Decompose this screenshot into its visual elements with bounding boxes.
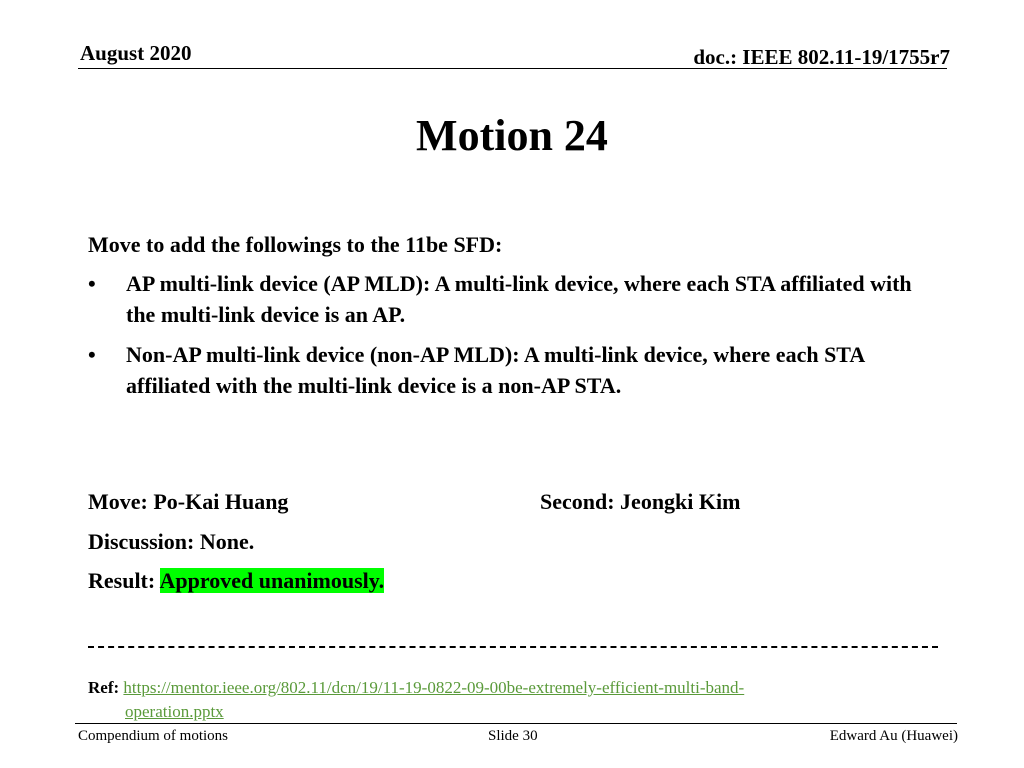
header-doc-id: doc.: IEEE 802.11-19/1755r7: [693, 45, 950, 69]
motion-intro: Move to add the followings to the 11be SFD:: [88, 232, 503, 257]
result: [88, 565, 928, 596]
definition-list: [88, 268, 918, 410]
discussion: Discussion: None.: [88, 529, 255, 554]
list-item: [88, 268, 918, 330]
ref-link-line1: https://mentor.ieee.org/802.11/dcn/19/11-19-0822-09-00be-extremely-efficient-multi-band-: [123, 678, 745, 697]
header-date: August 2020: [80, 41, 192, 65]
ref-label: Ref:: [88, 678, 120, 697]
bullet-glyph: •: [88, 271, 96, 296]
reference: [88, 676, 888, 724]
dashed-separator: [88, 646, 938, 650]
slide-title: Motion 24: [416, 111, 608, 160]
footer-rule: [75, 723, 957, 724]
mover: Move: Po-Kai Huang: [88, 489, 289, 514]
ref-link-line2: operation.pptx: [125, 702, 224, 721]
result-value: Approved unanimously.: [159, 568, 385, 593]
seconder: Second: Jeongki Kim: [540, 489, 741, 514]
result-label: Result:: [88, 568, 160, 593]
bullet-text: Non-AP multi-link device (non-AP MLD): A multi-link device, where each STA affiliated with the multi-link device is a non-AP STA.: [126, 342, 865, 398]
bullet-text: AP multi-link device (AP MLD): A multi-link device, where each STA affiliated with the multi-link device is an AP.: [126, 271, 912, 327]
header-rule: [78, 68, 947, 69]
ref-link[interactable]: [88, 678, 888, 724]
list-item: [88, 339, 918, 401]
bullet-glyph: •: [88, 342, 96, 367]
footer-left: Compendium of motions: [78, 728, 228, 744]
slide-number: Slide 30: [488, 728, 538, 744]
footer-author: Edward Au (Huawei): [829, 728, 958, 744]
